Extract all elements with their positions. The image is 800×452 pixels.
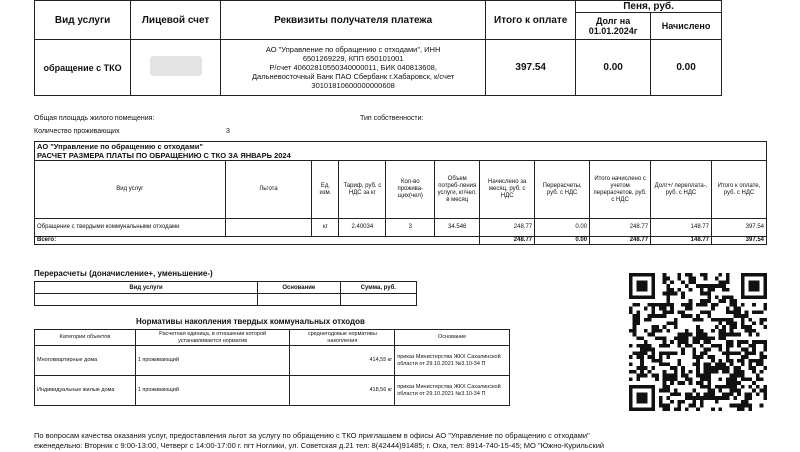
calc-header (35, 142, 767, 161)
norms-title: Нормативы накопления твердых коммунальных отходов (136, 317, 365, 326)
norms-col-category: Категории объектов (35, 330, 136, 346)
recalc-col-service: Вид услуги (35, 282, 258, 294)
row-debt: 0.00 (576, 40, 651, 96)
row-recipient (221, 40, 486, 96)
calc-cell: 3 (386, 219, 435, 237)
calc-col-debt: Долг+/ переплата-, руб. с НДС (651, 161, 712, 219)
calc-cell: 397.54 (712, 219, 767, 237)
norms-cell: приказ Министерства ЖКХ Сахалинской области от 29.10.2021 №3.10-34 П (395, 376, 510, 406)
recalc-title: Перерасчеты (доначисление+, уменьшение-) (34, 269, 213, 278)
row-account (131, 40, 221, 96)
calc-cell: 0.00 (535, 219, 590, 237)
calc-cell: 2.40034 (339, 219, 386, 237)
norms-cell: 1 проживающий (135, 346, 290, 376)
table-row (35, 219, 767, 237)
calc-cell (225, 219, 312, 237)
row-service: обращение с ТКО (35, 40, 131, 96)
header-penalty: Пеня, руб. (576, 1, 722, 13)
calc-col-tariff: Тариф, руб. с НДС за кг (339, 161, 386, 219)
total-cell: 397.54 (712, 237, 767, 245)
calculation-table (34, 141, 767, 245)
calc-col-recalc: Перерасчеты, руб. с НДС (535, 161, 590, 219)
header-debt: Долг на 01.01.2024г (576, 13, 651, 40)
norms-col-basis: Основание (395, 330, 510, 346)
calc-title: РАСЧЕТ РАЗМЕРА ПЛАТЫ ПО ОБРАЩЕНИЮ С ТКО ЗА ЯНВАРЬ 2024 (37, 151, 291, 160)
account-redacted (150, 56, 202, 76)
header-account: Лицевой счет (131, 1, 221, 40)
total-cell: 148.77 (651, 237, 712, 245)
norms-col-unit: Расчетная единица, в отношении которой устанавливается норматив (135, 330, 290, 346)
calc-col-pay: Итого к оплате, руб. с НДС (712, 161, 767, 219)
calc-col-accrued: Начислено за месяц, руб. с НДС (480, 161, 535, 219)
calc-col-total-accrued: Итого начислено с учетом перерасчетов, руб. с НДС (590, 161, 651, 219)
qr-code-icon (629, 273, 767, 411)
recipient-line: Р/счет 40602810550340000011, БИК 040813608, (269, 63, 437, 72)
payment-table (34, 0, 722, 96)
norms-cell: Многоквартирные дома (35, 346, 136, 376)
norms-col-norm: среднегодовые нормативы накопления (290, 330, 395, 346)
calc-col-volume: Объем потреб-ления услуги, кг/чел. в месяц (435, 161, 480, 219)
qr-modules (629, 273, 767, 411)
header-total: Итого к оплате (486, 1, 576, 40)
total-cell: 248.77 (590, 237, 651, 245)
residents-label: Количество проживающих (34, 128, 120, 135)
residents-value: 3 (226, 128, 230, 135)
header-service: Вид услуги (35, 1, 131, 40)
recipient-line: 30101810600000000608 (311, 81, 395, 90)
header-accrued: Начислено (651, 13, 722, 40)
calc-cell: 248.77 (480, 219, 535, 237)
recalc-col-basis: Основание (258, 282, 341, 294)
norms-table (34, 329, 510, 406)
calc-cell: 148.77 (651, 219, 712, 237)
norms-cell: 1 проживающий (135, 376, 290, 406)
table-row (35, 346, 510, 376)
norms-cell: приказ Министерства ЖКХ Сахалинской области от 29.10.2021 №3.10-34 П (395, 346, 510, 376)
ownership-label: Тип собственности: (360, 115, 424, 122)
norms-cell: 418,56 кг (290, 376, 395, 406)
recipient-line: Дальневосточный Банк ПАО Сбербанк г.Хабаровск, к/счет (251, 72, 455, 81)
recipient-line: АО "Управление по обращению с отходами", ИНН (265, 45, 441, 54)
calc-col-service: Вид услуг (35, 161, 226, 219)
header-recipient: Реквизиты получателя платежа (221, 1, 486, 40)
recipient-line: 6501269229, КПП 650101001 (302, 54, 404, 63)
row-total: 397.54 (486, 40, 576, 96)
footer-line-1: По вопросам качества оказания услуг, предоставления льгот за услугу по обращению с ТКО приглашаем в офисы АО "Управление по обращению с отходами" (34, 431, 590, 440)
row-accrued: 0.00 (651, 40, 722, 96)
total-label: Всего: (35, 237, 480, 245)
recalc-col-sum: Сумма, руб. (340, 282, 416, 294)
area-label: Общая площадь жилого помещения: (34, 115, 155, 122)
calc-col-residents: Кол-во прожива-щих(чел) (386, 161, 435, 219)
calc-cell: Обращение с твердыми коммунальными отходами (35, 219, 226, 237)
table-row (35, 376, 510, 406)
table-row (35, 294, 417, 306)
calc-col-benefit: Льгота (225, 161, 312, 219)
norms-cell: Индивидуальные жилые дома (35, 376, 136, 406)
norms-cell: 414,55 кг (290, 346, 395, 376)
footer-line-2: еженедельно: Вторник с 9:00-13:00, Четверг с 14:00-17:00 г. пгт Ноглики, ул. Советская д.21 тел: 8(42444)91485; г. Оха, тел: 8914-740-15-45; МО "Южно-Курильский (34, 441, 605, 450)
total-cell: 248.77 (480, 237, 535, 245)
recalc-table (34, 281, 417, 306)
calc-cell: кг (312, 219, 339, 237)
calc-col-unit: Ед. изм. (312, 161, 339, 219)
calc-cell: 248.77 (590, 219, 651, 237)
calc-org: АО "Управление по обращению с отходами" (37, 142, 203, 151)
total-cell: 0.00 (535, 237, 590, 245)
totals-row (35, 237, 767, 245)
calc-cell: 34.546 (435, 219, 480, 237)
